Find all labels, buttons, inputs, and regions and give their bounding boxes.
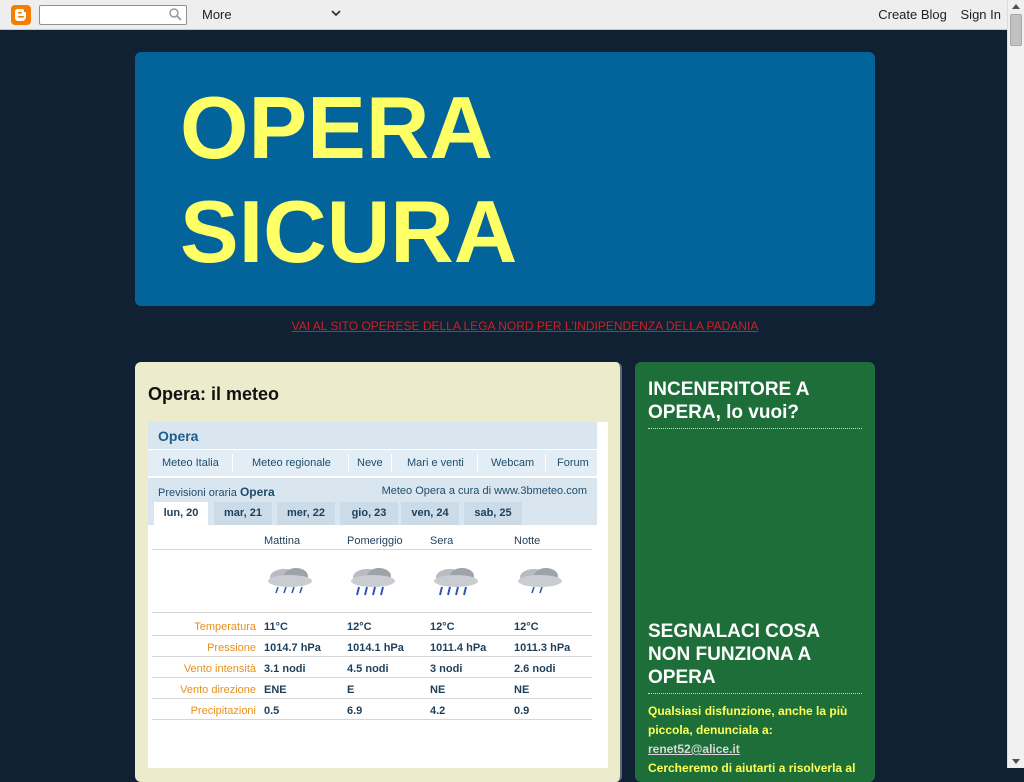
cell-value: NE <box>514 684 530 696</box>
row-label-vento-intensita: Vento intensità <box>183 663 256 675</box>
lega-nord-link[interactable]: VAI AL SITO OPERESE DELLA LEGA NORD PER L'INDIPENDENZA DELLA PADANIA <box>291 319 759 333</box>
cell-value: 1011.3 hPa <box>514 642 571 654</box>
day-tab[interactable]: sab, 25 <box>464 502 522 525</box>
nav-meteo-italia[interactable]: Meteo Italia <box>162 457 219 469</box>
create-blog-link[interactable]: Create Blog <box>878 7 947 22</box>
nav-separator <box>545 454 546 472</box>
period-header: Notte <box>514 535 541 547</box>
cell-value: 12°C <box>430 621 455 633</box>
nav-neve[interactable]: Neve <box>357 457 383 469</box>
scrollbar-thumb[interactable] <box>1010 14 1022 46</box>
sidebar-heading-segnalaci: SEGNALACI COSA NON FUNZIONA A OPERA <box>648 620 862 694</box>
search-input[interactable] <box>39 5 187 25</box>
cell-value: 12°C <box>514 621 539 633</box>
table-divider <box>152 549 592 550</box>
blog-title[interactable] <box>180 76 580 284</box>
rain-cloud-icon <box>430 565 482 597</box>
table-divider <box>152 698 592 699</box>
forecast-label <box>158 485 275 499</box>
weather-header <box>148 422 597 450</box>
cell-value: 1011.4 hPa <box>430 642 487 654</box>
navbar-links <box>868 7 1001 22</box>
cell-value: 0.9 <box>514 705 530 717</box>
table-divider <box>152 656 592 657</box>
sidebar <box>635 362 875 782</box>
blog-header <box>135 52 875 306</box>
post-title: Opera: il meteo <box>148 384 280 404</box>
cell-value: 0.5 <box>264 705 280 717</box>
cell-value: 11°C <box>264 621 288 633</box>
table-divider <box>152 719 592 720</box>
nav-separator <box>232 454 233 472</box>
cell-value: 3.1 nodi <box>264 663 306 675</box>
table-divider <box>152 635 592 636</box>
weather-credit[interactable]: Meteo Opera a cura di www.3bmeteo.com <box>381 485 587 497</box>
row-label-temperatura: Temperatura <box>194 621 256 633</box>
weather-city[interactable]: Opera <box>158 428 199 444</box>
period-header: Pomeriggio <box>347 535 403 547</box>
more-dropdown[interactable] <box>202 7 342 22</box>
day-tab[interactable]: lun, 20 <box>154 502 208 525</box>
email-link[interactable]: renet52@alice.it <box>648 742 740 756</box>
more-label: More <box>202 7 232 22</box>
search-icon[interactable] <box>169 8 182 21</box>
row-label-precipitazioni: Precipitazioni <box>190 705 256 717</box>
blogger-logo-icon[interactable] <box>11 5 31 25</box>
cell-value: 12°C <box>347 621 372 633</box>
blogger-navbar <box>0 0 1008 30</box>
nav-separator <box>348 454 349 472</box>
cell-value: 1014.1 hPa <box>347 642 404 654</box>
cell-value: 4.5 nodi <box>347 663 389 675</box>
sidebar-heading-inceneritore: INCENERITORE A OPERA, lo vuoi? <box>648 378 862 429</box>
row-label-pressione: Pressione <box>207 642 256 654</box>
cell-value: ENE <box>264 684 287 696</box>
scroll-down-arrow-icon[interactable] <box>1012 759 1020 764</box>
day-tab[interactable]: mar, 21 <box>214 502 272 525</box>
rain-cloud-icon <box>347 565 399 597</box>
sidebar-text-help: Cercheremo di aiutarti a risolverla al <box>648 761 856 775</box>
rain-cloud-icon <box>264 565 316 597</box>
blog-title-line1: OPERA <box>180 78 493 177</box>
table-divider <box>152 612 592 613</box>
nav-webcam[interactable]: Webcam <box>491 457 535 469</box>
day-tab[interactable]: mer, 22 <box>277 502 335 525</box>
day-tab[interactable]: ven, 24 <box>401 502 459 525</box>
cell-value: 4.2 <box>430 705 446 717</box>
sidebar-text <box>648 702 864 778</box>
rain-cloud-icon <box>514 565 566 597</box>
cell-value: NE <box>430 684 446 696</box>
blog-title-line2: SICURA <box>180 182 518 281</box>
scroll-up-arrow-icon[interactable] <box>1012 4 1020 9</box>
cell-value: 6.9 <box>347 705 363 717</box>
weather-widget <box>148 422 608 768</box>
nav-forum[interactable]: Forum <box>557 457 589 469</box>
forecast-label-city: Opera <box>239 485 275 499</box>
nav-meteo-regionale[interactable]: Meteo regionale <box>252 457 331 469</box>
day-tab[interactable]: gio, 23 <box>340 502 398 525</box>
cell-value: E <box>347 684 355 696</box>
sidebar-text-intro: Qualsiasi disfunzione, anche la più piccola, denunciala a: <box>648 704 848 737</box>
forecast-label-prefix: Previsioni oraria <box>158 487 237 499</box>
cell-value: 2.6 nodi <box>514 663 556 675</box>
cell-value: 1014.7 hPa <box>264 642 321 654</box>
cell-value: 3 nodi <box>430 663 463 675</box>
nav-mari-e-venti[interactable]: Mari e venti <box>407 457 464 469</box>
nav-separator <box>477 454 478 472</box>
chevron-down-icon <box>330 8 342 18</box>
weather-nav <box>148 450 597 478</box>
period-header: Mattina <box>264 535 301 547</box>
row-label-vento-direzione: Vento direzione <box>180 684 256 696</box>
sign-in-link[interactable]: Sign In <box>960 7 1001 22</box>
page-scrollbar[interactable] <box>1007 0 1024 768</box>
table-divider <box>152 677 592 678</box>
period-header: Sera <box>430 535 454 547</box>
nav-separator <box>391 454 392 472</box>
